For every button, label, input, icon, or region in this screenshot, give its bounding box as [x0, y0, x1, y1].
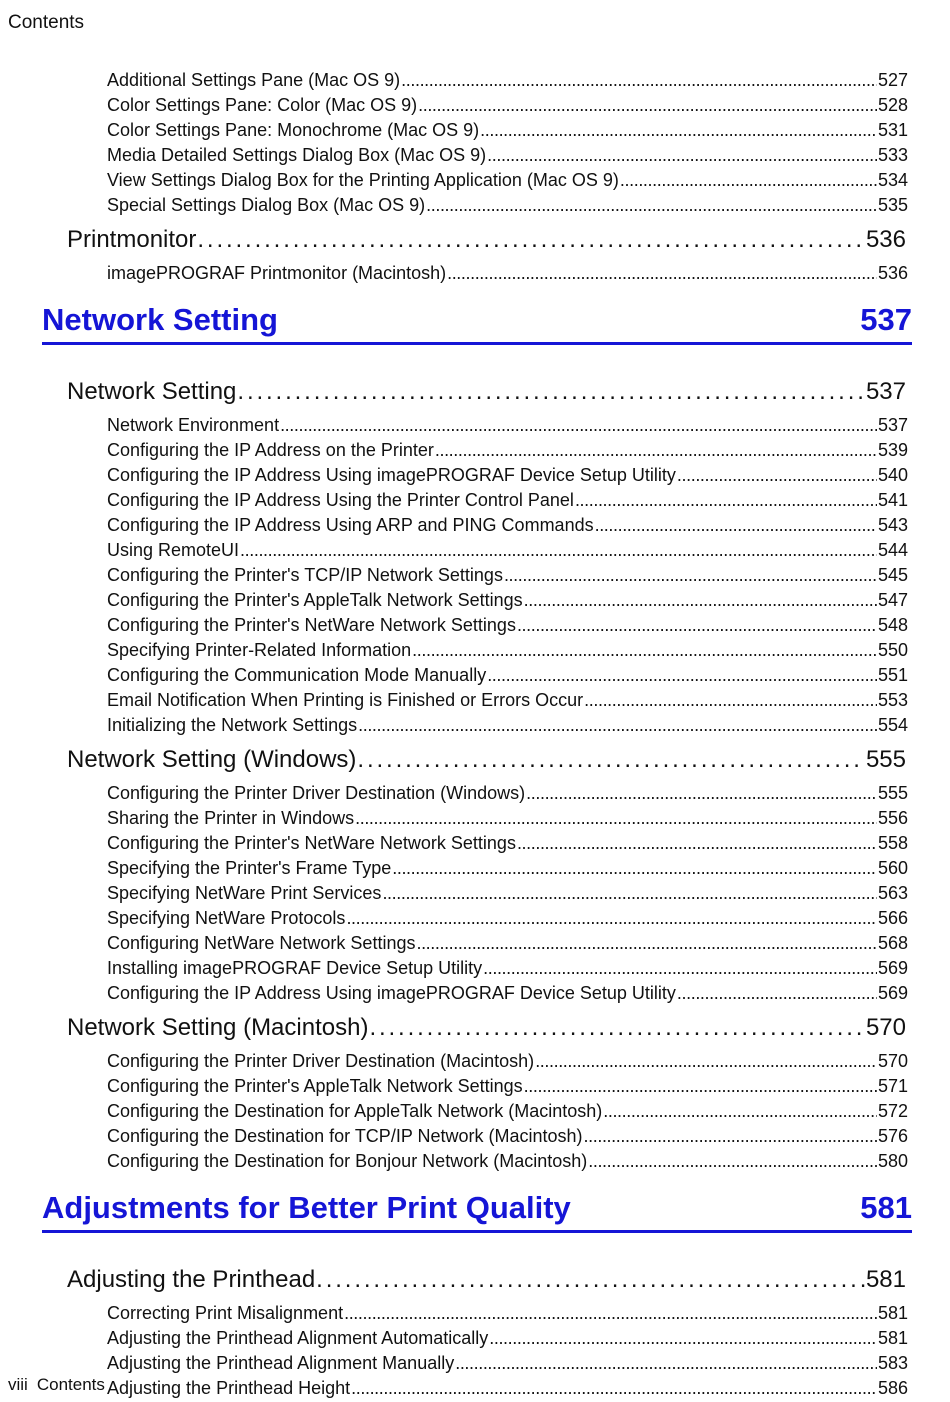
entry-page-number: 540 — [877, 465, 908, 485]
entry-page-number: 543 — [877, 515, 908, 535]
entry-title: Configuring the Destination for TCP/IP Network (Macintosh) — [107, 1126, 583, 1146]
entry-page-number: 534 — [877, 170, 908, 190]
entry-page-number: 558 — [877, 833, 908, 853]
entry-page-number: 586 — [877, 1378, 908, 1398]
entry-title: Configuring the Destination for Bonjour Network (Macintosh) — [107, 1151, 588, 1171]
entry-title: imagePROGRAF Printmonitor (Macintosh) — [107, 263, 447, 283]
entry-page-number: 580 — [877, 1151, 908, 1171]
subsection-entry[interactable] — [107, 540, 908, 564]
entry-title: Installing imagePROGRAF Device Setup Utility — [107, 958, 483, 978]
subsection-entry[interactable] — [107, 145, 908, 169]
entry-title: Specifying NetWare Print Services — [107, 883, 382, 903]
entry-page-number: 566 — [877, 908, 908, 928]
leader-dots — [412, 640, 877, 661]
entry-page-number: 539 — [877, 440, 908, 460]
entry-page-number: 570 — [877, 1051, 908, 1071]
subsection-entry[interactable] — [107, 95, 908, 119]
leader-dots — [435, 440, 877, 461]
entry-title: Adjusting the Printhead Alignment Automatically — [107, 1328, 489, 1348]
entry-page-number: 541 — [877, 490, 908, 510]
entry-title: Configuring the Printer Driver Destination (Macintosh) — [107, 1051, 535, 1071]
subsection-entry[interactable] — [107, 465, 908, 489]
footer-page-number: viii — [8, 1375, 28, 1394]
subsection-entry[interactable] — [107, 1076, 908, 1100]
entry-page-number: 560 — [877, 858, 908, 878]
leader-dots — [197, 226, 865, 254]
subsection-entry[interactable] — [107, 1051, 908, 1075]
entry-title: Media Detailed Settings Dialog Box (Mac OS 9) — [107, 145, 487, 165]
entry-page-number: 536 — [865, 226, 906, 253]
leader-dots — [584, 690, 877, 711]
subsection-entry[interactable] — [107, 415, 908, 439]
leader-dots — [418, 95, 877, 116]
leader-dots — [240, 540, 877, 561]
entry-page-number: 528 — [877, 95, 908, 115]
chapter-title: Network Setting — [42, 302, 278, 337]
leader-dots — [401, 70, 877, 91]
chapter-title: Adjustments for Better Print Quality — [42, 1190, 571, 1225]
leader-dots — [487, 665, 877, 686]
entry-page-number: 545 — [877, 565, 908, 585]
leader-dots — [517, 615, 877, 636]
entry-title: Color Settings Pane: Color (Mac OS 9) — [107, 95, 418, 115]
entry-page-number: 553 — [877, 690, 908, 710]
leader-dots — [677, 465, 877, 486]
subsection-entry[interactable] — [107, 615, 908, 639]
subsection-entry[interactable] — [107, 70, 908, 94]
chapter-heading[interactable] — [42, 302, 912, 345]
entry-title: Configuring the Printer's AppleTalk Network Settings — [107, 1076, 523, 1096]
entry-title: Adjusting the Printhead — [67, 1266, 316, 1293]
leader-dots — [369, 1014, 865, 1042]
entry-title: Printmonitor — [67, 226, 197, 253]
subsection-entry[interactable] — [107, 908, 908, 932]
entry-title: Configuring the IP Address on the Printer — [107, 440, 434, 460]
entry-title: Configuring the Printer's NetWare Network Settings — [107, 833, 516, 853]
entry-page-number: 556 — [877, 808, 908, 828]
entry-page-number: 568 — [877, 933, 908, 953]
subsection-entry[interactable] — [107, 883, 908, 907]
leader-dots — [316, 1266, 865, 1294]
entry-page-number: 533 — [877, 145, 908, 165]
entry-title: Additional Settings Pane (Mac OS 9) — [107, 70, 401, 90]
chapter-page-number: 581 — [860, 1190, 912, 1225]
chapter-heading[interactable] — [42, 1190, 912, 1233]
leader-dots — [358, 715, 877, 736]
entry-page-number: 531 — [877, 120, 908, 140]
entry-page-number: 554 — [877, 715, 908, 735]
leader-dots — [489, 1328, 877, 1349]
entry-title: Correcting Print Misalignment — [107, 1303, 344, 1323]
subsection-entry[interactable] — [107, 1101, 908, 1125]
entry-title: Configuring NetWare Network Settings — [107, 933, 416, 953]
entry-title: Configuring the Printer's AppleTalk Network Settings — [107, 590, 523, 610]
entry-title: Configuring the Printer's NetWare Network Settings — [107, 615, 516, 635]
entry-title: Adjusting the Printhead Height — [107, 1378, 351, 1398]
leader-dots — [455, 1353, 877, 1374]
subsection-entry[interactable] — [107, 565, 908, 589]
subsection-entry[interactable] — [107, 590, 908, 614]
subsection-entry[interactable] — [107, 515, 908, 539]
subsection-entry[interactable] — [107, 120, 908, 144]
chapter-page-number: 537 — [860, 302, 912, 337]
entry-title: Adjusting the Printhead Alignment Manually — [107, 1353, 455, 1373]
leader-dots — [620, 170, 877, 191]
subsection-entry[interactable] — [107, 983, 908, 1007]
leader-dots — [603, 1101, 877, 1122]
entry-title: Configuring the Printer's TCP/IP Network Settings — [107, 565, 503, 585]
footer-label: Contents — [36, 1375, 105, 1394]
leader-dots — [382, 883, 877, 904]
subsection-entry[interactable] — [107, 1151, 908, 1175]
entry-title: Special Settings Dialog Box (Mac OS 9) — [107, 195, 426, 215]
section-entry[interactable] — [67, 1014, 906, 1046]
subsection-entry[interactable] — [107, 1303, 908, 1327]
entry-page-number: 569 — [877, 983, 908, 1003]
entry-title: Specifying Printer-Related Information — [107, 640, 412, 660]
subsection-entry[interactable] — [107, 1353, 908, 1377]
leader-dots — [595, 515, 877, 536]
entry-page-number: 555 — [865, 746, 906, 773]
entry-page-number: 576 — [877, 1126, 908, 1146]
entry-page-number: 569 — [877, 958, 908, 978]
leader-dots — [344, 1303, 877, 1324]
leader-dots — [447, 263, 877, 284]
leader-dots — [237, 378, 865, 406]
leader-dots — [480, 120, 877, 141]
leader-dots — [575, 490, 877, 511]
leader-dots — [392, 858, 877, 879]
entry-title: Configuring the Printer Driver Destination (Windows) — [107, 783, 526, 803]
leader-dots — [535, 1051, 877, 1072]
entry-title: Sharing the Printer in Windows — [107, 808, 355, 828]
subsection-entry[interactable] — [107, 858, 908, 882]
subsection-entry[interactable] — [107, 170, 908, 194]
leader-dots — [526, 783, 877, 804]
subsection-entry[interactable] — [107, 715, 908, 739]
entry-title: Email Notification When Printing is Finished or Errors Occur — [107, 690, 584, 710]
subsection-entry[interactable] — [107, 1328, 908, 1352]
entry-title: Network Environment — [107, 415, 280, 435]
entry-page-number: 550 — [877, 640, 908, 660]
subsection-entry[interactable] — [107, 933, 908, 957]
subsection-entry[interactable] — [107, 490, 908, 514]
entry-page-number: 535 — [877, 195, 908, 215]
section-entry[interactable] — [67, 746, 906, 778]
subsection-entry[interactable] — [107, 640, 908, 664]
leader-dots — [426, 195, 877, 216]
entry-page-number: 581 — [877, 1328, 908, 1348]
entry-title: Configuring the IP Address Using ARP and PING Commands — [107, 515, 594, 535]
subsection-entry[interactable] — [107, 1378, 908, 1402]
subsection-entry[interactable] — [107, 1126, 908, 1150]
subsection-entry[interactable] — [107, 690, 908, 714]
entry-page-number: 537 — [877, 415, 908, 435]
entry-page-number: 571 — [877, 1076, 908, 1096]
entry-page-number: 544 — [877, 540, 908, 560]
entry-page-number: 581 — [877, 1303, 908, 1323]
entry-title: Network Setting (Macintosh) — [67, 1014, 369, 1041]
entry-title: Specifying NetWare Protocols — [107, 908, 346, 928]
subsection-entry[interactable] — [107, 665, 908, 689]
entry-title: Configuring the IP Address Using imagePROGRAF Device Setup Utility — [107, 465, 676, 485]
leader-dots — [483, 958, 877, 979]
entry-page-number: 563 — [877, 883, 908, 903]
entry-page-number: 572 — [877, 1101, 908, 1121]
subsection-entry[interactable] — [107, 833, 908, 857]
entry-page-number: 527 — [877, 70, 908, 90]
entry-page-number: 581 — [865, 1266, 906, 1293]
leader-dots — [357, 746, 865, 774]
entry-title: Network Setting (Windows) — [67, 746, 357, 773]
entry-title: Configuring the Communication Mode Manually — [107, 665, 487, 685]
leader-dots — [487, 145, 877, 166]
entry-page-number: 551 — [877, 665, 908, 685]
leader-dots — [346, 908, 877, 929]
entry-page-number: 583 — [877, 1353, 908, 1373]
entry-title: Configuring the IP Address Using imagePROGRAF Device Setup Utility — [107, 983, 676, 1003]
entry-page-number: 537 — [865, 378, 906, 405]
entry-title: Configuring the IP Address Using the Printer Control Panel — [107, 490, 574, 510]
leader-dots — [584, 1126, 877, 1147]
running-footer — [8, 1375, 105, 1395]
entry-page-number: 570 — [865, 1014, 906, 1041]
entry-title: Configuring the Destination for AppleTalk Network (Macintosh) — [107, 1101, 603, 1121]
section-entry[interactable] — [67, 226, 906, 258]
leader-dots — [524, 590, 877, 611]
entry-title: Initializing the Network Settings — [107, 715, 358, 735]
subsection-entry[interactable] — [107, 808, 908, 832]
section-entry[interactable] — [67, 378, 906, 410]
entry-title: Using RemoteUI — [107, 540, 240, 560]
subsection-entry[interactable] — [107, 263, 908, 287]
leader-dots — [588, 1151, 877, 1172]
subsection-entry[interactable] — [107, 783, 908, 807]
entry-page-number: 548 — [877, 615, 908, 635]
entry-title: Network Setting — [67, 378, 237, 405]
entry-page-number: 555 — [877, 783, 908, 803]
entry-title: Color Settings Pane: Monochrome (Mac OS 9) — [107, 120, 480, 140]
entry-title: View Settings Dialog Box for the Printing Application (Mac OS 9) — [107, 170, 619, 190]
subsection-entry[interactable] — [107, 195, 908, 219]
section-entry[interactable] — [67, 1266, 906, 1298]
entry-page-number: 536 — [877, 263, 908, 283]
subsection-entry[interactable] — [107, 440, 908, 464]
leader-dots — [351, 1378, 877, 1399]
entry-title: Specifying the Printer's Frame Type — [107, 858, 392, 878]
leader-dots — [517, 833, 877, 854]
leader-dots — [280, 415, 877, 436]
leader-dots — [416, 933, 876, 954]
leader-dots — [677, 983, 877, 1004]
subsection-entry[interactable] — [107, 958, 908, 982]
leader-dots — [524, 1076, 877, 1097]
leader-dots — [355, 808, 877, 829]
running-header: Contents — [8, 12, 85, 33]
leader-dots — [504, 565, 877, 586]
entry-page-number: 547 — [877, 590, 908, 610]
